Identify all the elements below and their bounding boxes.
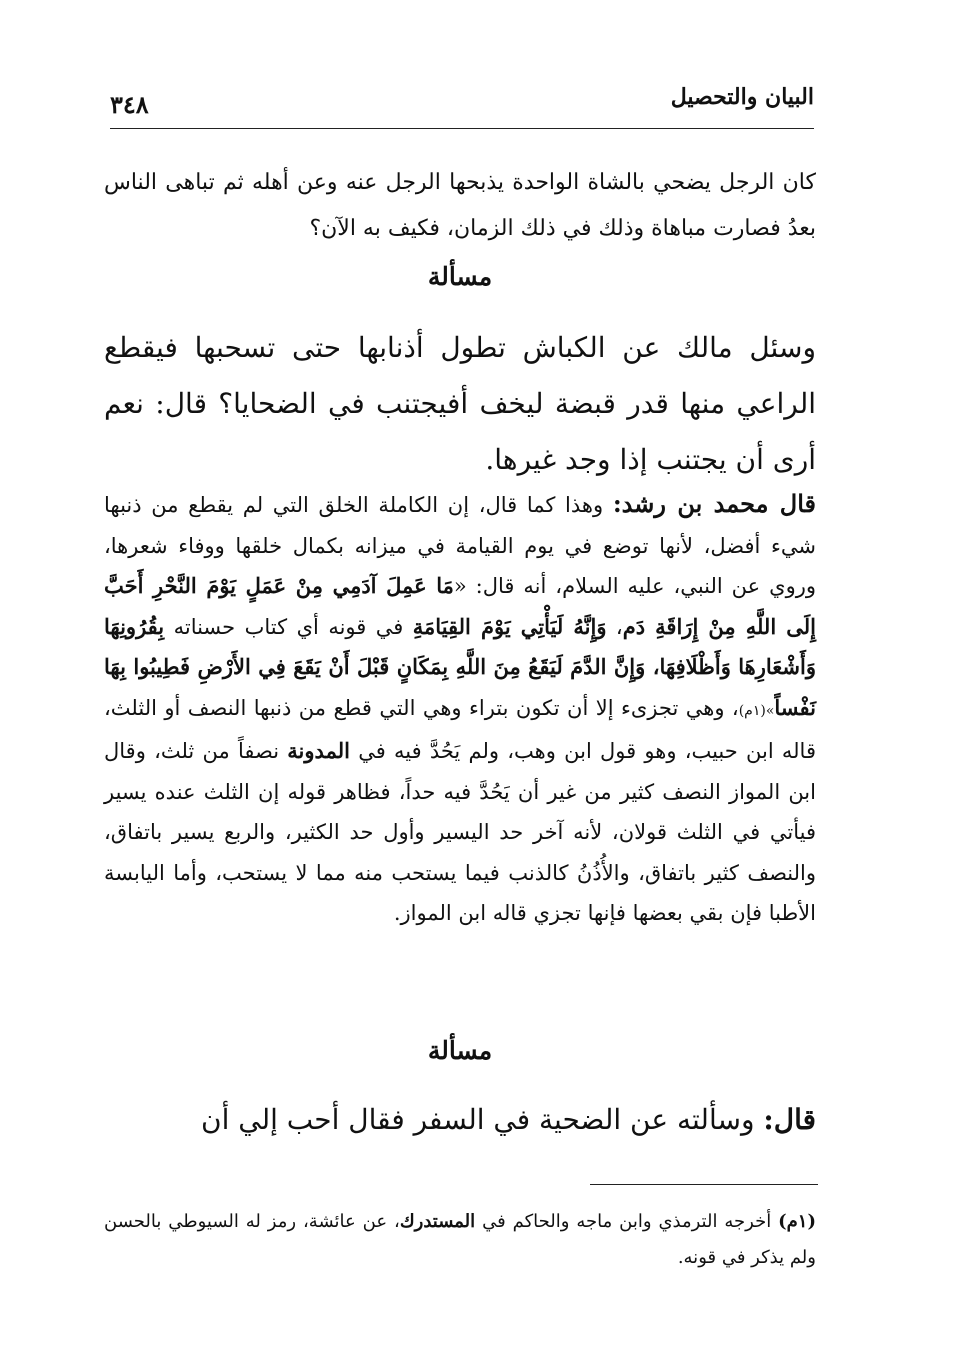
question-text: وسألته عن الضحية في السفر فقال أحب إلي أن [201, 1103, 764, 1136]
page-number: ٣٤٨ [110, 90, 149, 119]
commentary-text: ، [606, 614, 623, 639]
question-label: قال: [763, 1103, 816, 1136]
question-heading: مسألة [427, 262, 493, 291]
footnote-marker: (١م) [778, 1211, 816, 1232]
question-paragraph: وسئل مالك عن الكباش تطول أذنابها حتى تسحبها فيقطع الراعي منها قدر قبضة ليخف أفيجتنب في الضحايا؟ قال: نعم أرى أن يجتنب إذا وجد غيرها. [104, 331, 816, 476]
hadith-text: مَا عَمِلَ آدَمِي مِنْ عَمَلٍ يَوْمَ النَّحْرِ أَحَبَّ إِلَى اللَّهِ مِنْ إِرَاقَةِ دَم [104, 573, 817, 639]
commentary-label: قال محمد بن رشد: [612, 489, 817, 518]
intro-paragraph: كان الرجل يضحي بالشاة الواحدة يذبحها الرجل عنه وعن أهله ثم تباهى الناس بعدُ فصارت مباهاة وذلك في ذلك الزمان، فكيف به الآن؟ [104, 170, 816, 241]
running-header [110, 84, 814, 128]
commentary-text: في قونه أي كتاب حسناته [164, 614, 413, 639]
header-rule [110, 128, 814, 129]
footnote-separator [590, 1184, 818, 1185]
footnote-text: أخرجه الترمذي وابن ماجه والحاكم في [475, 1211, 779, 1232]
commentary-text: نصفاً من ثلث، وقال ابن المواز النصف كثير من غير أن يَحُدَّ فيه حداً، فظاهر قوله إن الثلث عنده يسير فيأتي في الثلث قولان، لأنه آخر حد اليسير وأول حد الكثير، والربع يسير باتفاق، والنصف كثير باتفاق، والأُذُنُ كالذنب فيما يستحب منه مما لا يستحب، وأما اليابسة الأطبا فإن بقي بعضها فإنها تجزي قاله ابن المواز. [104, 739, 816, 925]
mustadrak-reference: المستدرك [399, 1211, 476, 1232]
question-paragraph [104, 1092, 816, 1148]
question-heading: مسألة [427, 1036, 493, 1065]
footnote [104, 1204, 816, 1276]
footnote-text: ، عن عائشة، رمز له السيوطي بالحسن ولم يذكر في قونه. [104, 1211, 816, 1268]
commentary-text: وهذا كما قال، إن الكاملة الخلق التي لم يقطع من ذنبها شيء أفضل، لأنها توضع في يوم القيامة في ميزانه بكمال خلقها ووفاء شعرها، وروي عن النبي، عليه السلام، أنه قال: « [104, 493, 816, 598]
book-title: البيان والتحصيل [670, 84, 814, 110]
mudawwana-reference: المدونة [287, 738, 350, 763]
commentary-paragraph [104, 484, 816, 934]
footnote-reference: »(١م) [738, 702, 775, 719]
hadith-text: وَإِنَّهُ لَيَأْتِي يَوْمَ القِيَامَةِ [412, 613, 607, 639]
hadith-text: بِقُرُونِهَا وَأَشْعَارِهَا وَأَظْلَافِهَا، وَإِنَّ الدَّمَ لَيَقَعُ مِنَ اللَّهِ بِمَكَانٍ قَبْلَ أَنْ يَقَعَ فِي الأَرْضِ فَطِيبُوا بِهَا نَفْساً [104, 613, 816, 720]
commentary-text: ، وهي تجزىء إلا أن تكون بتراء وهي التي قطع من ذنبها النصف أو الثلث، قاله ابن حبيب، وهو قول ابن وهب، ولم يَحُدَّ فيه في [104, 695, 816, 763]
